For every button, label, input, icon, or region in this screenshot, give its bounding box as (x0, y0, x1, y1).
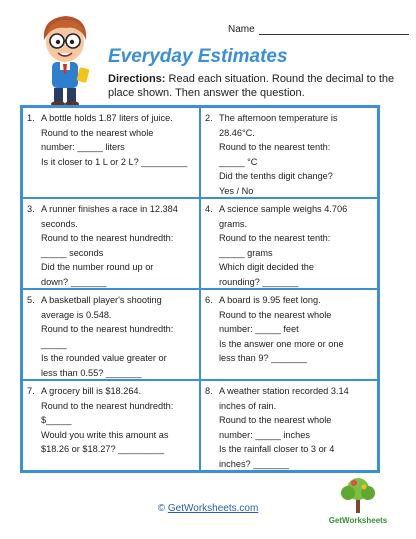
problem-line: Round to the nearest hundredth: (41, 400, 174, 411)
problem-number: 8. (205, 386, 213, 396)
problem-line: Round to the nearest whole (219, 309, 332, 320)
problem-number: 3. (27, 204, 35, 214)
worksheet-title: Everyday Estimates (108, 46, 288, 67)
problem-line: grams. (219, 218, 248, 229)
problem-number: 7. (27, 386, 35, 396)
problem-line: average is 0.548. (41, 309, 112, 320)
copyright-symbol: © (157, 503, 166, 514)
problem-line: $_____ (41, 415, 72, 425)
problem-cell (200, 107, 378, 198)
problem-number: 2. (205, 113, 213, 123)
problem-line: _____ grams (219, 247, 273, 258)
problem-number: 6. (205, 295, 213, 305)
problem-line: number: _____ liters (41, 142, 125, 152)
problem-line: _____ (41, 338, 67, 349)
problem-line: The afternoon temperature is (219, 113, 338, 123)
site-link[interactable]: GetWorksheets.com (167, 503, 259, 514)
problem-line: less than 9? _______ (219, 353, 307, 363)
problem-line: Is the rainfall closer to 3 or 4 (219, 444, 335, 454)
problem-cell (22, 198, 200, 289)
problem-line: seconds. (41, 218, 78, 229)
problem-number: 1. (27, 113, 35, 123)
problem-cell (200, 289, 378, 380)
student-mascot-icon (30, 12, 100, 107)
problem-line: Yes / No (219, 185, 254, 196)
problem-line: number: _____ inches (219, 429, 310, 440)
problem-line: _____ seconds (41, 247, 104, 258)
problem-cell (200, 198, 378, 289)
problem-line: Is it closer to 1 L or 2 L? _________ (41, 156, 188, 167)
problem-line: Round to the nearest hundredth: (41, 233, 174, 243)
problem-line: A runner finishes a race in 12.384 (41, 204, 178, 214)
problem-line: A basketball player's shooting (41, 295, 162, 305)
directions-label: Directions: (108, 73, 166, 85)
problem-line: _____ °C (219, 156, 258, 167)
problem-line: Did the tenths digit change? (219, 171, 333, 181)
problem-line: Round to the nearest whole (41, 127, 154, 138)
problem-line: A weather station recorded 3.14 (219, 386, 349, 396)
problem-cell (22, 289, 200, 380)
problem-number: 4. (205, 204, 213, 214)
directions (108, 72, 400, 100)
problem-cell (22, 107, 200, 198)
logo-text: GetWorksheets (328, 516, 388, 525)
problem-line: $18.26 or $18.27? _________ (41, 444, 165, 454)
problem-line: down? _______ (41, 276, 107, 287)
problem-line: Did the number round up or (41, 262, 154, 272)
problem-line: A board is 9.95 feet long. (219, 295, 321, 305)
problem-line: inches of rain. (219, 400, 277, 411)
problem-line: Round to the nearest tenth: (219, 233, 331, 243)
problem-line: Would you write this amount as (41, 429, 169, 440)
name-field[interactable] (228, 24, 409, 35)
problem-line: A grocery bill is $18.264. (41, 386, 142, 396)
problem-cell (22, 380, 200, 471)
problem-line: number: _____ feet (219, 324, 299, 334)
problem-grid (20, 105, 380, 473)
name-label: Name (228, 24, 255, 35)
directions-text: Read each situation. Round the decimal to the place shown. Then answer the question. (108, 73, 395, 99)
problem-line: Is the answer one more or one (219, 338, 344, 349)
problem-line: Is the rounded value greater or (41, 353, 167, 363)
problem-line: Round to the nearest hundredth: (41, 324, 174, 334)
problem-cell (200, 380, 378, 471)
problem-line: Round to the nearest tenth: (219, 142, 331, 152)
name-line[interactable] (259, 24, 409, 35)
problem-line: less than 0.55? _______ (41, 367, 142, 378)
problem-line: rounding? _______ (219, 276, 299, 287)
tree-icon (322, 475, 394, 515)
problem-line: A bottle holds 1.87 liters of juice. (41, 113, 173, 123)
problem-line: A science sample weighs 4.706 (219, 204, 348, 214)
problem-line: inches? _______ (219, 458, 289, 469)
problem-line: 28.46°C. (219, 127, 255, 138)
problem-number: 5. (27, 295, 35, 305)
brand-logo (322, 475, 394, 525)
problem-line: Round to the nearest whole (219, 415, 332, 425)
problem-line: Which digit decided the (219, 262, 314, 272)
